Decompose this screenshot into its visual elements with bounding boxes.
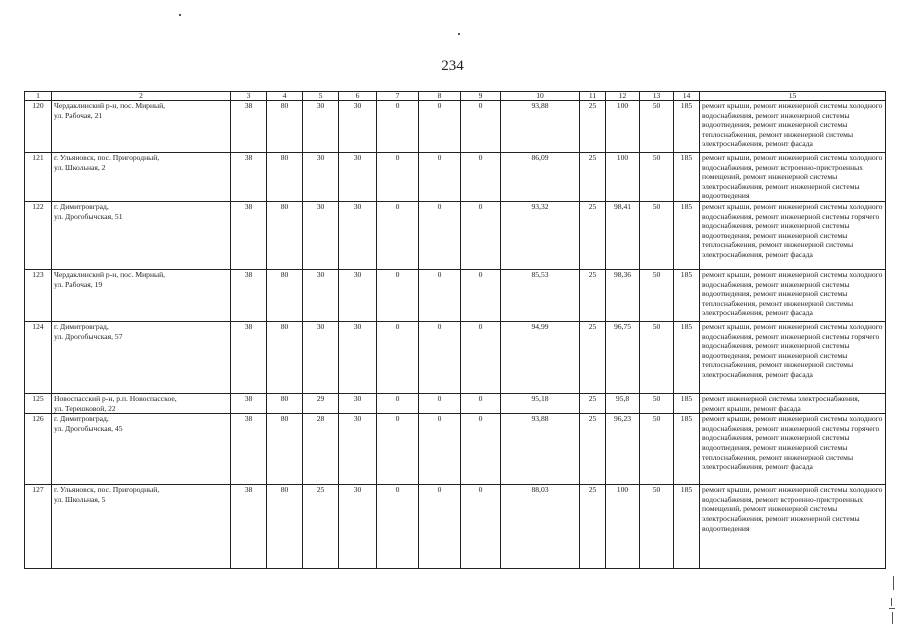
works-cell: ремонт крыши, ремонт инженерной системы холодного водоснабжения, ремонт встроенно-пристроенных помещений, ремонт инженерной системы электроснабжения, ремонт инженерной системы водоотведения <box>700 153 886 202</box>
header-cell: 12 <box>606 92 640 101</box>
value-cell-c10: 93,88 <box>501 101 580 153</box>
value-cell-c7: 0 <box>377 485 419 569</box>
value-cell-c11: 25 <box>580 485 606 569</box>
value-cell-c14: 185 <box>674 201 700 269</box>
table-row <box>25 153 886 202</box>
row-number-cell: 120 <box>25 101 52 153</box>
address-cell <box>52 101 231 153</box>
value-cell-c10: 86,09 <box>501 153 580 202</box>
value-cell-c14: 185 <box>674 153 700 202</box>
value-cell-c8: 0 <box>419 201 461 269</box>
works-cell: ремонт крыши, ремонт инженерной системы холодного водоснабжения, ремонт инженерной системы водоотведения, ремонт инженерной системы теплоснабжения, ремонт инженерной системы электроснабжения, ремонт фасада <box>700 101 886 153</box>
value-cell-c13: 50 <box>640 153 674 202</box>
value-cell-c11: 25 <box>580 393 606 413</box>
value-cell-c11: 25 <box>580 414 606 485</box>
header-cell: 13 <box>640 92 674 101</box>
value-cell-c3: 38 <box>231 201 267 269</box>
header-cell: 6 <box>339 92 377 101</box>
table-row <box>25 393 886 413</box>
value-cell-c3: 38 <box>231 485 267 569</box>
value-cell-c4: 80 <box>267 201 303 269</box>
address-line: ул. Рабочая, 21 <box>54 110 103 120</box>
address-line: ул. Терешковой, 22 <box>54 403 116 413</box>
address-line: г. Димитровград, <box>54 321 109 331</box>
value-cell-c4: 80 <box>267 101 303 153</box>
table-row <box>25 414 886 485</box>
value-cell-c9: 0 <box>461 414 501 485</box>
address-line: ул. Дрогобычская, 45 <box>54 423 123 433</box>
value-cell-c10: 93,32 <box>501 201 580 269</box>
table-row <box>25 485 886 569</box>
value-cell-c12: 98,41 <box>606 201 640 269</box>
table-header-row <box>25 92 886 101</box>
value-cell-c6: 30 <box>339 321 377 393</box>
value-cell-c9: 0 <box>461 393 501 413</box>
value-cell-c4: 80 <box>267 269 303 321</box>
value-cell-c3: 38 <box>231 153 267 202</box>
value-cell-c10: 88,03 <box>501 485 580 569</box>
value-cell-c4: 80 <box>267 414 303 485</box>
table-row <box>25 269 886 321</box>
address-line: ул. Рабочая, 19 <box>54 279 103 289</box>
value-cell-c13: 50 <box>640 414 674 485</box>
row-number-cell: 121 <box>25 153 52 202</box>
value-cell-c12: 100 <box>606 153 640 202</box>
row-number-cell: 127 <box>25 485 52 569</box>
value-cell-c6: 30 <box>339 153 377 202</box>
value-cell-c9: 0 <box>461 153 501 202</box>
value-cell-c3: 38 <box>231 101 267 153</box>
value-cell-c13: 50 <box>640 393 674 413</box>
value-cell-c13: 50 <box>640 101 674 153</box>
value-cell-c6: 30 <box>339 269 377 321</box>
value-cell-c13: 50 <box>640 321 674 393</box>
value-cell-c7: 0 <box>377 321 419 393</box>
value-cell-c4: 80 <box>267 485 303 569</box>
value-cell-c12: 100 <box>606 101 640 153</box>
scan-speck <box>458 33 460 35</box>
value-cell-c10: 94,99 <box>501 321 580 393</box>
value-cell-c13: 50 <box>640 485 674 569</box>
scan-edge-marks <box>887 572 899 632</box>
value-cell-c11: 25 <box>580 321 606 393</box>
address-line: ул. Дрогобычская, 57 <box>54 331 123 341</box>
scan-speck <box>179 14 181 16</box>
address-line: ул. Школьная, 5 <box>54 494 106 504</box>
value-cell-c12: 96,23 <box>606 414 640 485</box>
value-cell-c14: 185 <box>674 485 700 569</box>
table-row <box>25 321 886 393</box>
header-cell: 11 <box>580 92 606 101</box>
value-cell-c6: 30 <box>339 414 377 485</box>
address-cell <box>52 393 231 413</box>
header-cell: 5 <box>303 92 339 101</box>
value-cell-c11: 25 <box>580 201 606 269</box>
works-table <box>24 91 886 569</box>
value-cell-c5: 30 <box>303 153 339 202</box>
value-cell-c5: 30 <box>303 321 339 393</box>
header-cell: 7 <box>377 92 419 101</box>
address-cell <box>52 414 231 485</box>
value-cell-c10: 85,53 <box>501 269 580 321</box>
value-cell-c7: 0 <box>377 393 419 413</box>
value-cell-c4: 80 <box>267 153 303 202</box>
address-line: ул. Школьная, 2 <box>54 162 106 172</box>
page-number: 234 <box>441 58 464 74</box>
works-cell: ремонт крыши, ремонт инженерной системы холодного водоснабжения, ремонт инженерной системы горячего водоснабжения, ремонт инженерной системы водоотведения, ремонт инженерной системы теплоснабжения, ремонт инженерной системы электроснабжения, ремонт фасада <box>700 201 886 269</box>
header-cell: 8 <box>419 92 461 101</box>
value-cell-c5: 29 <box>303 393 339 413</box>
address-cell <box>52 485 231 569</box>
value-cell-c5: 30 <box>303 201 339 269</box>
address-line: г. Димитровград, <box>54 414 109 424</box>
header-cell: 4 <box>267 92 303 101</box>
table-row <box>25 101 886 153</box>
value-cell-c9: 0 <box>461 485 501 569</box>
row-number-cell: 126 <box>25 414 52 485</box>
value-cell-c5: 28 <box>303 414 339 485</box>
value-cell-c12: 100 <box>606 485 640 569</box>
address-line: г. Ульяновск, пос. Пригородный, <box>54 485 160 495</box>
value-cell-c12: 96,75 <box>606 321 640 393</box>
address-cell <box>52 153 231 202</box>
address-cell <box>52 321 231 393</box>
value-cell-c10: 95,18 <box>501 393 580 413</box>
value-cell-c13: 50 <box>640 269 674 321</box>
header-cell: 3 <box>231 92 267 101</box>
value-cell-c14: 185 <box>674 414 700 485</box>
value-cell-c11: 25 <box>580 153 606 202</box>
value-cell-c6: 30 <box>339 101 377 153</box>
value-cell-c8: 0 <box>419 153 461 202</box>
value-cell-c7: 0 <box>377 153 419 202</box>
value-cell-c9: 0 <box>461 269 501 321</box>
works-cell: ремонт крыши, ремонт инженерной системы холодного водоснабжения, ремонт инженерной системы горячего водоснабжения, ремонт инженерной системы водоотведения, ремонт инженерной системы теплоснабжения, ремонт инженерной системы электроснабжения, ремонт фасада <box>700 414 886 485</box>
value-cell-c8: 0 <box>419 485 461 569</box>
works-cell: ремонт крыши, ремонт инженерной системы холодного водоснабжения, ремонт инженерной системы горячего водоснабжения, ремонт инженерной системы водоотведения, ремонт инженерной системы теплоснабжения, ремонт инженерной системы электроснабжения, ремонт фасада <box>700 321 886 393</box>
value-cell-c11: 25 <box>580 269 606 321</box>
works-cell: ремонт крыши, ремонт инженерной системы холодного водоснабжения, ремонт встроенно-пристроенных помещений, ремонт инженерной системы электроснабжения, ремонт инженерной системы водоотведения <box>700 485 886 569</box>
value-cell-c4: 80 <box>267 321 303 393</box>
value-cell-c11: 25 <box>580 101 606 153</box>
address-line: Чердаклинский р-н, пос. Мирный, <box>54 101 166 110</box>
value-cell-c8: 0 <box>419 414 461 485</box>
value-cell-c14: 185 <box>674 393 700 413</box>
value-cell-c5: 25 <box>303 485 339 569</box>
address-line: г. Ульяновск, пос. Пригородный, <box>54 153 160 162</box>
address-cell <box>52 269 231 321</box>
header-cell: 10 <box>501 92 580 101</box>
table-row <box>25 201 886 269</box>
value-cell-c12: 95,8 <box>606 393 640 413</box>
value-cell-c3: 38 <box>231 269 267 321</box>
works-cell: ремонт крыши, ремонт инженерной системы холодного водоснабжения, ремонт инженерной системы водоотведения, ремонт инженерной системы теплоснабжения, ремонт инженерной системы электроснабжения, ремонт фасада <box>700 269 886 321</box>
row-number-cell: 125 <box>25 393 52 413</box>
value-cell-c14: 185 <box>674 269 700 321</box>
value-cell-c6: 30 <box>339 201 377 269</box>
address-line: Чердаклинский р-н, пос. Мирный, <box>54 269 166 279</box>
address-cell <box>52 201 231 269</box>
value-cell-c7: 0 <box>377 269 419 321</box>
header-cell: 14 <box>674 92 700 101</box>
value-cell-c12: 98,36 <box>606 269 640 321</box>
value-cell-c7: 0 <box>377 101 419 153</box>
value-cell-c8: 0 <box>419 269 461 321</box>
row-number-cell: 124 <box>25 321 52 393</box>
value-cell-c6: 30 <box>339 393 377 413</box>
value-cell-c3: 38 <box>231 321 267 393</box>
value-cell-c7: 0 <box>377 201 419 269</box>
row-number-cell: 123 <box>25 269 52 321</box>
value-cell-c8: 0 <box>419 393 461 413</box>
value-cell-c9: 0 <box>461 101 501 153</box>
works-cell: ремонт инженерной системы электроснабжения, ремонт крыши, ремонт фасада <box>700 393 886 413</box>
value-cell-c9: 0 <box>461 201 501 269</box>
value-cell-c3: 38 <box>231 414 267 485</box>
value-cell-c14: 185 <box>674 321 700 393</box>
address-line: г. Димитровград, <box>54 201 109 211</box>
value-cell-c10: 93,88 <box>501 414 580 485</box>
address-line: Новоспасский р-н, р.п. Новоспасское, <box>54 393 177 403</box>
header-cell: 2 <box>52 92 231 101</box>
value-cell-c5: 30 <box>303 269 339 321</box>
value-cell-c14: 185 <box>674 101 700 153</box>
value-cell-c4: 80 <box>267 393 303 413</box>
value-cell-c8: 0 <box>419 321 461 393</box>
row-number-cell: 122 <box>25 201 52 269</box>
value-cell-c9: 0 <box>461 321 501 393</box>
value-cell-c7: 0 <box>377 414 419 485</box>
value-cell-c6: 30 <box>339 485 377 569</box>
header-cell: 15 <box>700 92 886 101</box>
header-cell: 1 <box>25 92 52 101</box>
value-cell-c8: 0 <box>419 101 461 153</box>
value-cell-c3: 38 <box>231 393 267 413</box>
value-cell-c5: 30 <box>303 101 339 153</box>
value-cell-c13: 50 <box>640 201 674 269</box>
address-line: ул. Дрогобычская, 51 <box>54 211 123 221</box>
header-cell: 9 <box>461 92 501 101</box>
